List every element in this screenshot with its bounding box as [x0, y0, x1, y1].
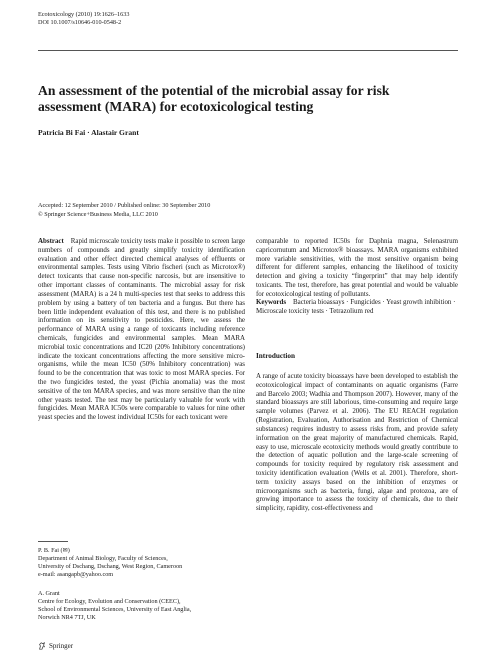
affiliation-email: e-mail: asangapb@yahoo.com [38, 570, 114, 578]
keywords-label: Keywords [256, 298, 287, 306]
section-heading-introduction: Introduction [256, 352, 296, 360]
affiliation-line: School of Environmental Sciences, University of East Anglia, [38, 605, 192, 613]
introduction-text: A range of acute toxicity bioassays have been developed to establish the ecotoxicological impact of contaminants on aquatic organisms (Farre and Barcelo 2003; Wadhia and Thompson 2007). However, many of the standard bioassays are still laborious, time-consuming and require large sample volumes (Parvez et al. 2006). The EU REACH regulation (Registration, Evaluation, Authorisation and Restriction of Chemical substances) requires industry to assess risks from, and provide safety information on the great majority of manufactured chemicals. Rapid, easy to use, microscale ecotoxicity methods would greatly contribute to the detection of aquatic pollution and the large-scale screening of compounds for toxicity required by regulatory risk assessment and toxicity identification evaluation (Wells et al. 2001). Therefore, short-term toxicity assays based on the inhibition of enzymes or microorganisms such as bacteria, fungi, algae and protozoa, are of growing importance to assess the toxicity of chemicals, due to their simplicity, rapidity, cost-effectiveness and [256, 372, 458, 513]
affiliation-line: University of Dschang, Dschang, West Region, Cameroon [38, 562, 183, 570]
dates-line: Accepted: 12 September 2010 / Published online: 30 September 2010 [38, 202, 211, 209]
affiliation-author: A. Grant [38, 590, 60, 597]
keywords [256, 298, 458, 316]
header-rule [38, 50, 458, 51]
doi: DOI 10.1007/s10646-010-0548-2 [38, 19, 122, 27]
keywords-text: Bacteria bioassays · Fungicides · Yeast growth inhibition · Microscale toxicity tests · Tetrazolium red [256, 298, 456, 315]
abstract-continued [256, 237, 458, 299]
affiliation-1 [38, 547, 182, 579]
author-list: Patricia Bi Fai · Alastair Grant [38, 128, 139, 137]
abstract-label: Abstract [38, 237, 64, 245]
introduction-body [256, 372, 458, 513]
abstract-text: Rapid microscale toxicity tests make it possible to screen large numbers of compounds and greatly simplify toxicity identification evaluation and other effect directed chemical analyses of effluents or environmental samples. Tests using Vibrio fischeri (such as Microtox®) detect toxicants that cause non-specific narcosis, but are insensitive to other important classes of contaminants. The microbial assay for risk assessment (MARA) is a 24 h multi-species test that seeks to address this problem by using a battery of ten bacteria and a fungus. But there has been little independent evaluation of this test, and there is no published information on its sensitivity to pesticides. Here, we assess the performance of MARA using a range of toxicants including reference chemicals, fungicides and environmental samples. Mean MARA microbial toxic concentrations and IC20 (20% Inhibitory concentrations) indicate the toxicant concentrations affecting the more sensitive micro-organisms, while the mean IC50 (50% Inhibitory concentration) was found to be the concentration that was toxic to most MARA species. For the two fungicides tested, the yeast (Pichia anomalia) was the most sensitive of the ten MARA species, and was more sensitive than the nine other yeasts tested. The test may be particularly valuable for work with fungicides. Mean MARA IC50s were comparable to values for nine other yeast species and the lowest individual IC50s for each toxicant were [38, 237, 245, 422]
footnote-rule [38, 541, 68, 542]
affiliation-2 [38, 590, 191, 622]
affiliation-line: Norwich NR4 7TJ, UK [38, 613, 96, 621]
abstract [38, 237, 245, 422]
running-header [38, 11, 129, 27]
publisher-footer [38, 642, 73, 650]
affiliation-author: P. B. Fai (✉) [38, 547, 70, 554]
affiliation-line: Centre for Ecology, Evolution and Conservation (CEEC), [38, 597, 181, 605]
copyright-line: © Springer Science+Business Media, LLC 2010 [38, 210, 158, 218]
springer-horse-logo-icon [38, 642, 46, 650]
journal-citation: Ecotoxicology (2010) 19:1626–1633 [38, 11, 130, 18]
affiliation-line: Department of Animal Biology, Faculty of Sciences, [38, 554, 168, 562]
publication-dates [38, 202, 210, 219]
paper-title: An assessment of the potential of the microbial assay for risk assessment (MARA) for ecotoxicological testing [38, 83, 390, 114]
publisher-name: Springer [49, 642, 74, 650]
abstract-text-continued: comparable to reported IC50s for Daphnia magna, Selenastrum capricornutum and Microtox® bioassays. MARA organisms exhibited more variable sensitivities, with the most sensitive organism being different for different samples, enhancing the likelihood of toxicity detection and giving a toxicity “fingerprint” that may help identify toxicants. The test, therefore, has great potential and would be valuable for ecotoxicological testing of pollutants. [256, 237, 458, 298]
